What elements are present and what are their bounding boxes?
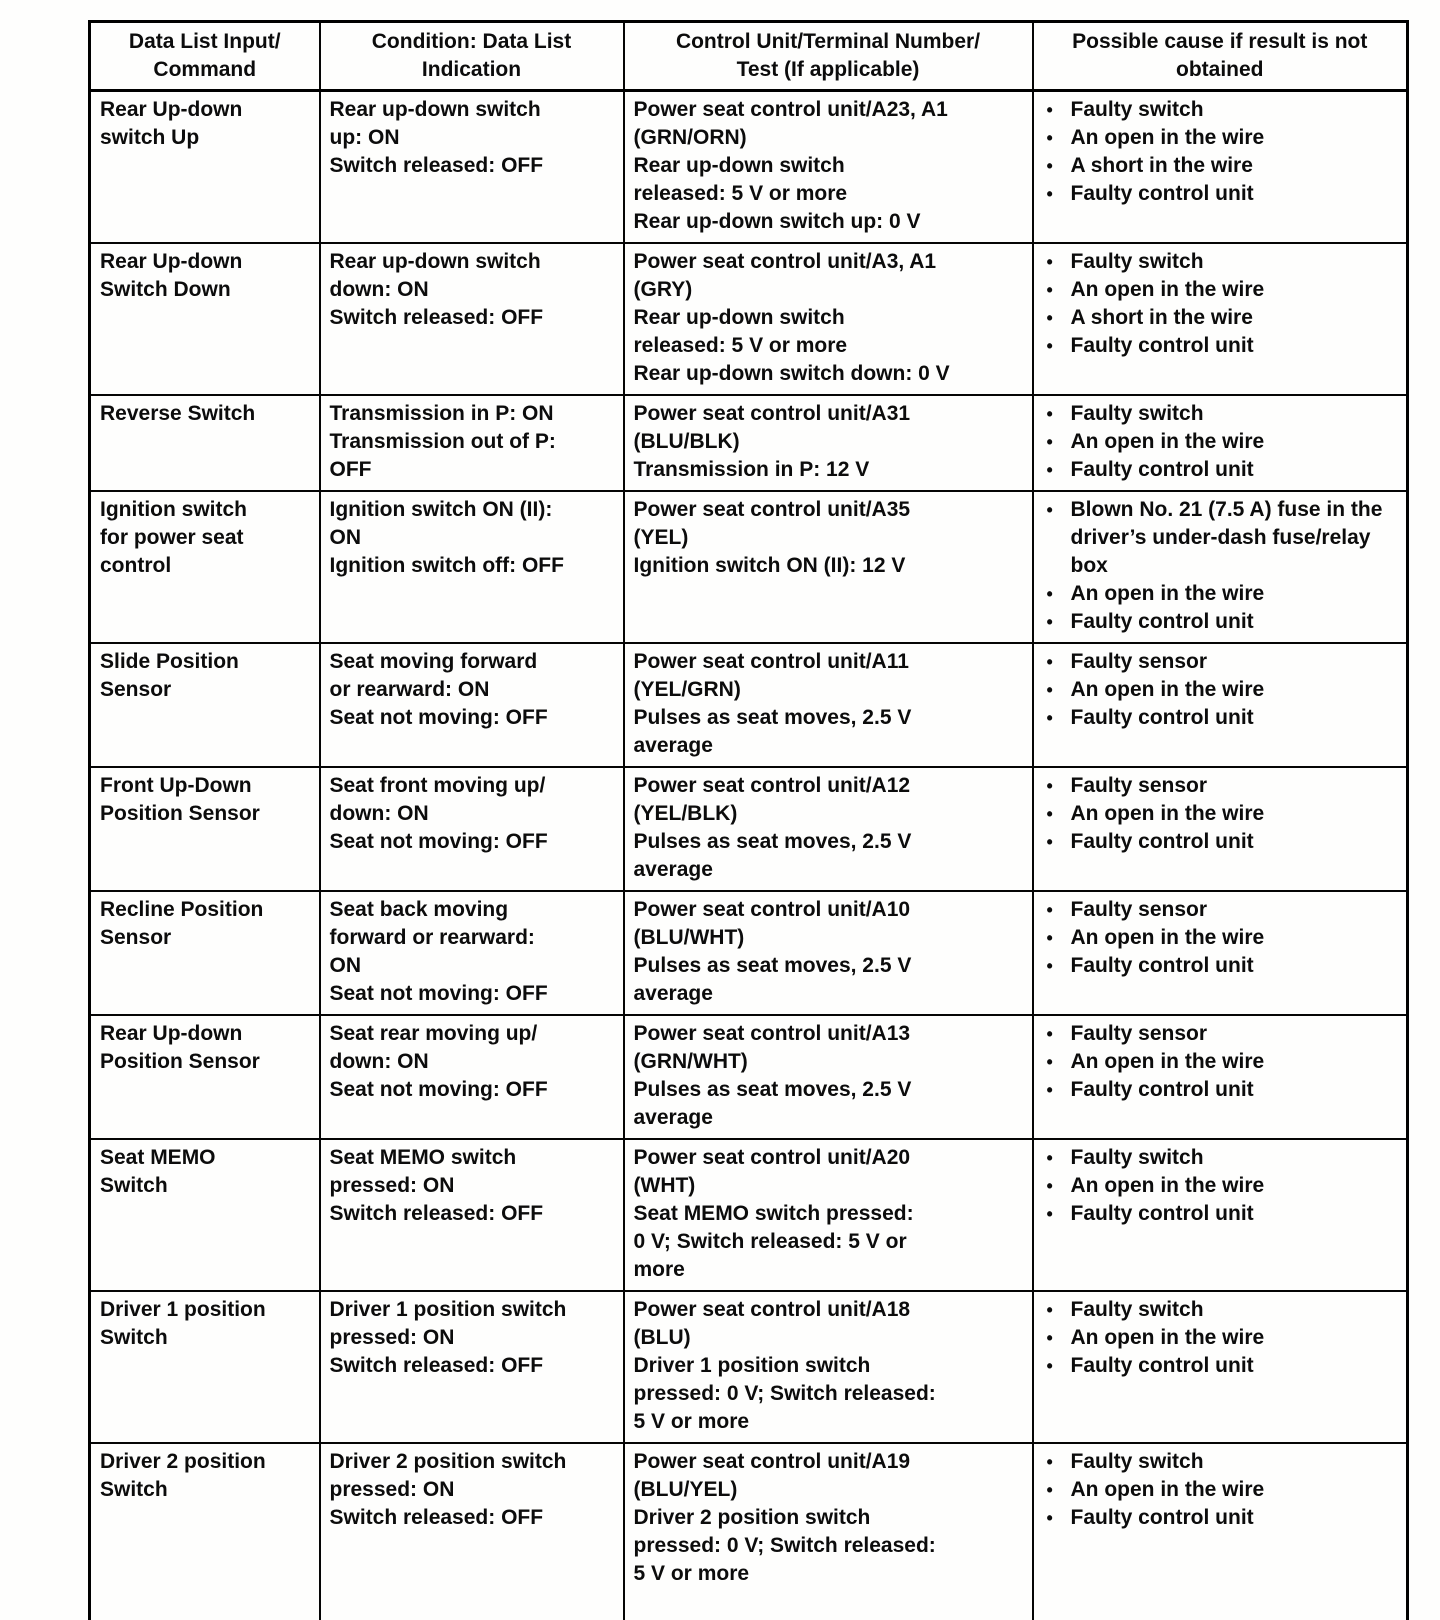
bullet-icon: • — [1046, 1080, 1053, 1100]
cell-line: Power seat control unit/A13 — [633, 1022, 911, 1045]
condition-cell — [320, 491, 624, 643]
cause-text: Faulty switch — [1070, 402, 1204, 425]
cause-item — [1043, 96, 1389, 124]
test-cell — [624, 1015, 1033, 1139]
cell-line: Pulses as seat moves, 2.5 V — [633, 1078, 912, 1101]
cause-item — [1043, 676, 1389, 704]
cell-line: Seat MEMO switch — [329, 1146, 517, 1169]
cause-text: Faulty switch — [1070, 1146, 1204, 1169]
command-cell — [90, 1443, 320, 1620]
cell-line: for power seat — [100, 526, 244, 549]
cell-line: Position Sensor — [100, 802, 260, 825]
condition-cell — [320, 1015, 624, 1139]
table-row — [90, 1015, 1408, 1139]
cell-line: ON — [329, 526, 361, 549]
cause-item — [1043, 124, 1389, 152]
bullet-icon: • — [1046, 100, 1053, 120]
causes-cell — [1033, 1291, 1408, 1443]
cell-line: pressed: ON — [329, 1174, 455, 1197]
causes-cell — [1033, 395, 1408, 491]
cause-item — [1043, 496, 1389, 580]
bullet-icon: • — [1046, 776, 1053, 796]
cell-line: Position Sensor — [100, 1050, 260, 1073]
cell-line: Transmission out of P: — [329, 430, 556, 453]
cause-text: Faulty control unit — [1070, 458, 1254, 481]
bullet-icon: • — [1046, 336, 1053, 356]
cell-line: Seat not moving: OFF — [329, 830, 548, 853]
causes-cell — [1033, 1443, 1408, 1620]
cell-line: pressed: ON — [329, 1478, 455, 1501]
cause-text: Faulty switch — [1070, 98, 1204, 121]
header-line: Test (If applicable) — [736, 58, 920, 81]
cause-text: Faulty control unit — [1070, 706, 1254, 729]
bullet-icon: • — [1046, 1300, 1053, 1320]
cell-line: Driver 1 position — [100, 1298, 266, 1321]
cell-line: released: 5 V or more — [633, 334, 848, 357]
test-cell — [624, 91, 1033, 244]
cell-line: Rear up-down switch down: 0 V — [633, 362, 950, 385]
cell-line: down: ON — [329, 278, 429, 301]
cell-line: Driver 2 position switch — [329, 1450, 567, 1473]
table-row — [90, 767, 1408, 891]
cell-line: Sensor — [100, 926, 172, 949]
cell-line: pressed: 0 V; Switch released: — [633, 1382, 936, 1405]
cell-line: Switch — [100, 1174, 168, 1197]
cause-item — [1043, 952, 1389, 980]
cause-item — [1043, 1352, 1389, 1380]
cause-text: A short in the wire — [1070, 154, 1253, 177]
condition-cell — [320, 1139, 624, 1291]
cause-text: An open in the wire — [1070, 926, 1265, 949]
header-line: Indication — [421, 58, 522, 81]
cell-line: or rearward: ON — [329, 678, 490, 701]
cell-line: Power seat control unit/A18 — [633, 1298, 911, 1321]
column-header-command — [90, 22, 320, 91]
bullet-icon: • — [1046, 1480, 1053, 1500]
cause-item — [1043, 428, 1389, 456]
cell-line: Switch released: OFF — [329, 1354, 544, 1377]
bullet-icon: • — [1046, 1024, 1053, 1044]
test-cell — [624, 1291, 1033, 1443]
table-row — [90, 243, 1408, 395]
cell-line: Rear Up-down — [100, 1022, 243, 1045]
cause-text: A short in the wire — [1070, 306, 1253, 329]
cell-line: Switch Down — [100, 278, 231, 301]
cause-item — [1043, 248, 1389, 276]
cell-line: Seat moving forward — [329, 650, 538, 673]
bullet-icon: • — [1046, 1176, 1053, 1196]
test-cell — [624, 891, 1033, 1015]
cell-line: Seat front moving up/ — [329, 774, 546, 797]
cause-item — [1043, 1144, 1389, 1172]
header-line: Data List Input/ — [128, 30, 281, 53]
table-row — [90, 491, 1408, 643]
bullet-icon: • — [1046, 1508, 1053, 1528]
cause-text: Faulty control unit — [1070, 1078, 1254, 1101]
table-body — [90, 91, 1408, 1620]
cause-text: Faulty control unit — [1070, 830, 1254, 853]
cause-item — [1043, 1324, 1389, 1352]
cell-line: Power seat control unit/A23, A1 — [633, 98, 948, 121]
cell-line: Pulses as seat moves, 2.5 V — [633, 954, 912, 977]
cause-item — [1043, 400, 1389, 428]
cell-line: Switch released: OFF — [329, 306, 544, 329]
bullet-icon: • — [1046, 128, 1053, 148]
cell-line: Seat back moving — [329, 898, 509, 921]
cell-line: Power seat control unit/A20 — [633, 1146, 911, 1169]
cause-item — [1043, 800, 1389, 828]
cause-text: Faulty control unit — [1070, 182, 1254, 205]
cause-text: Faulty control unit — [1070, 954, 1254, 977]
condition-cell — [320, 1291, 624, 1443]
cause-item — [1043, 924, 1389, 952]
cell-line: (BLU) — [633, 1326, 691, 1349]
cause-text: An open in the wire — [1070, 1326, 1265, 1349]
table-row — [90, 395, 1408, 491]
cell-line: ON — [329, 954, 361, 977]
bullet-icon: • — [1046, 900, 1053, 920]
causes-cell — [1033, 767, 1408, 891]
cell-line: Pulses as seat moves, 2.5 V — [633, 830, 912, 853]
cell-line: Seat not moving: OFF — [329, 1078, 548, 1101]
cause-text: Faulty sensor — [1070, 898, 1208, 921]
bullet-icon: • — [1046, 832, 1053, 852]
cause-text: Faulty sensor — [1070, 774, 1208, 797]
cell-line: Front Up-Down — [100, 774, 252, 797]
cause-text: Faulty sensor — [1070, 1022, 1208, 1045]
bullet-icon: • — [1046, 404, 1053, 424]
cell-line: Ignition switch — [100, 498, 247, 521]
cause-item — [1043, 332, 1389, 360]
cell-line: Rear Up-down — [100, 98, 243, 121]
cell-line: Power seat control unit/A11 — [633, 650, 909, 673]
causes-cell — [1033, 1139, 1408, 1291]
cause-item — [1043, 648, 1389, 676]
cell-line: 5 V or more — [633, 1562, 750, 1585]
cell-line: switch Up — [100, 126, 200, 149]
command-cell — [90, 491, 320, 643]
cause-item — [1043, 1076, 1389, 1104]
cell-line: (GRN/ORN) — [633, 126, 747, 149]
bullet-icon: • — [1046, 500, 1053, 520]
cell-line: 0 V; Switch released: 5 V or — [633, 1230, 907, 1253]
cell-line: Pulses as seat moves, 2.5 V — [633, 706, 912, 729]
cause-item — [1043, 276, 1389, 304]
test-cell — [624, 1443, 1033, 1620]
causes-cell — [1033, 643, 1408, 767]
test-cell — [624, 643, 1033, 767]
bullet-icon: • — [1046, 928, 1053, 948]
test-cell — [624, 767, 1033, 891]
condition-cell — [320, 243, 624, 395]
cell-line: Driver 2 position — [100, 1450, 266, 1473]
cause-text: Faulty switch — [1070, 1450, 1204, 1473]
column-header-test — [624, 22, 1033, 91]
bullet-icon: • — [1046, 1204, 1053, 1224]
cell-line: pressed: 0 V; Switch released: — [633, 1534, 936, 1557]
cause-text: An open in the wire — [1070, 430, 1265, 453]
condition-cell — [320, 891, 624, 1015]
cause-text: An open in the wire — [1070, 1050, 1265, 1073]
bullet-icon: • — [1046, 1452, 1053, 1472]
cell-line: Power seat control unit/A10 — [633, 898, 911, 921]
cell-line: Seat rear moving up/ — [329, 1022, 538, 1045]
condition-cell — [320, 91, 624, 244]
cause-text: Faulty sensor — [1070, 650, 1208, 673]
cause-text: Faulty control unit — [1070, 1354, 1254, 1377]
cell-line: Recline Position — [100, 898, 264, 921]
cell-line: Power seat control unit/A35 — [633, 498, 911, 521]
cause-item — [1043, 580, 1389, 608]
cell-line: released: 5 V or more — [633, 182, 848, 205]
cell-line: Transmission in P: ON — [329, 402, 554, 425]
table-row — [90, 1443, 1408, 1620]
cell-line: Seat not moving: OFF — [329, 706, 548, 729]
test-cell — [624, 395, 1033, 491]
cell-line: (WHT) — [633, 1174, 696, 1197]
cause-item — [1043, 1504, 1389, 1532]
header-line: Condition: Data List — [371, 30, 572, 53]
cell-line: Ignition switch ON (II): 12 V — [633, 554, 906, 577]
cell-line: (YEL) — [633, 526, 689, 549]
cell-line: down: ON — [329, 802, 429, 825]
bullet-icon: • — [1046, 1356, 1053, 1376]
cell-line: Ignition switch ON (II): — [329, 498, 553, 521]
condition-cell — [320, 767, 624, 891]
cell-line: Power seat control unit/A19 — [633, 1450, 911, 1473]
cell-line: Ignition switch off: OFF — [329, 554, 564, 577]
cause-text: An open in the wire — [1070, 678, 1265, 701]
test-cell — [624, 1139, 1033, 1291]
cell-line: Switch released: OFF — [329, 1506, 544, 1529]
cell-line: OFF — [329, 458, 372, 481]
cause-text: An open in the wire — [1070, 126, 1265, 149]
cause-text: Faulty control unit — [1070, 1506, 1254, 1529]
condition-cell — [320, 643, 624, 767]
cell-line: Reverse Switch — [100, 402, 256, 425]
causes-cell — [1033, 91, 1408, 244]
header-line: Control Unit/Terminal Number/ — [675, 30, 981, 53]
table-row — [90, 1139, 1408, 1291]
causes-cell — [1033, 891, 1408, 1015]
command-cell — [90, 1015, 320, 1139]
cell-line: up: ON — [329, 126, 400, 149]
bullet-icon: • — [1046, 1148, 1053, 1168]
cell-line: Sensor — [100, 678, 172, 701]
header-line: Possible cause if result is not — [1072, 30, 1368, 53]
cell-line: Seat not moving: OFF — [329, 982, 548, 1005]
bullet-icon: • — [1046, 652, 1053, 672]
cause-text: Faulty control unit — [1070, 334, 1254, 357]
cause-item — [1043, 704, 1389, 732]
cell-line: Slide Position — [100, 650, 239, 673]
cause-item — [1043, 772, 1389, 800]
cell-line: average — [633, 734, 713, 757]
cause-text: An open in the wire — [1070, 582, 1265, 605]
cell-line: Driver 2 position switch — [633, 1506, 871, 1529]
cell-line: Rear up-down switch — [633, 154, 845, 177]
cell-line: (GRY) — [633, 278, 693, 301]
causes-cell — [1033, 243, 1408, 395]
cell-line: Driver 1 position switch — [633, 1354, 871, 1377]
cause-item — [1043, 1172, 1389, 1200]
header-line: obtained — [1176, 58, 1264, 81]
causes-cell — [1033, 1015, 1408, 1139]
cell-line: Rear up-down switch — [329, 250, 541, 273]
cell-line: Power seat control unit/A31 — [633, 402, 911, 425]
cause-text: An open in the wire — [1070, 802, 1265, 825]
cell-line: down: ON — [329, 1050, 429, 1073]
bullet-icon: • — [1046, 460, 1053, 480]
column-header-condition — [320, 22, 624, 91]
cell-line: Power seat control unit/A12 — [633, 774, 911, 797]
cause-text: Faulty switch — [1070, 250, 1204, 273]
cell-line: (YEL/GRN) — [633, 678, 741, 701]
cell-line: Rear up-down switch up: 0 V — [633, 210, 921, 233]
command-cell — [90, 767, 320, 891]
bullet-icon: • — [1046, 956, 1053, 976]
cell-line: Seat MEMO — [100, 1146, 216, 1169]
table-row — [90, 1291, 1408, 1443]
cell-line: average — [633, 982, 713, 1005]
cause-item — [1043, 1476, 1389, 1504]
bullet-icon: • — [1046, 280, 1053, 300]
cause-item — [1043, 1020, 1389, 1048]
cell-line: (GRN/WHT) — [633, 1050, 748, 1073]
cell-line: Rear up-down switch — [633, 306, 845, 329]
cell-line: Transmission in P: 12 V — [633, 458, 870, 481]
table-row — [90, 891, 1408, 1015]
cause-item — [1043, 1296, 1389, 1324]
command-cell — [90, 891, 320, 1015]
cell-line: Rear Up-down — [100, 250, 243, 273]
table-row — [90, 91, 1408, 244]
bullet-icon: • — [1046, 184, 1053, 204]
bullet-icon: • — [1046, 308, 1053, 328]
cause-text: An open in the wire — [1070, 278, 1265, 301]
condition-cell — [320, 1443, 624, 1620]
bullet-icon: • — [1046, 708, 1053, 728]
cause-text: Faulty control unit — [1070, 610, 1254, 633]
bullet-icon: • — [1046, 680, 1053, 700]
test-cell — [624, 491, 1033, 643]
cell-line: (BLU/BLK) — [633, 430, 740, 453]
cause-item — [1043, 304, 1389, 332]
cell-line: Power seat control unit/A3, A1 — [633, 250, 937, 273]
bullet-icon: • — [1046, 1052, 1053, 1072]
cell-line: Switch — [100, 1478, 168, 1501]
cell-line: control — [100, 554, 172, 577]
command-cell — [90, 643, 320, 767]
cause-text: Faulty switch — [1070, 1298, 1204, 1321]
cell-line: Switch released: OFF — [329, 1202, 544, 1225]
bullet-icon: • — [1046, 156, 1053, 176]
bullet-icon: • — [1046, 584, 1053, 604]
cell-line: (BLU/YEL) — [633, 1478, 738, 1501]
command-cell — [90, 91, 320, 244]
cause-item — [1043, 1200, 1389, 1228]
cell-line: (BLU/WHT) — [633, 926, 745, 949]
table-header — [90, 22, 1408, 91]
column-header-cause — [1033, 22, 1408, 91]
cause-text: An open in the wire — [1070, 1478, 1265, 1501]
cause-item — [1043, 180, 1389, 208]
causes-cell — [1033, 491, 1408, 643]
bullet-icon: • — [1046, 432, 1053, 452]
header-line: Command — [153, 58, 257, 81]
cause-text: Blown No. 21 (7.5 A) fuse in the driver’s under-dash fuse/relay box — [1070, 498, 1383, 577]
cause-item — [1043, 456, 1389, 484]
condition-cell — [320, 395, 624, 491]
test-cell — [624, 243, 1033, 395]
cause-item — [1043, 896, 1389, 924]
cell-line: 5 V or more — [633, 1410, 750, 1433]
command-cell — [90, 395, 320, 491]
cell-line: Switch — [100, 1326, 168, 1349]
cause-item — [1043, 1448, 1389, 1476]
bullet-icon: • — [1046, 252, 1053, 272]
command-cell — [90, 243, 320, 395]
command-cell — [90, 1291, 320, 1443]
cell-line: pressed: ON — [329, 1326, 455, 1349]
cause-item — [1043, 828, 1389, 856]
cause-text: Faulty control unit — [1070, 1202, 1254, 1225]
table-row — [90, 643, 1408, 767]
bullet-icon: • — [1046, 1328, 1053, 1348]
cell-line: average — [633, 858, 713, 881]
cell-line: Switch released: OFF — [329, 154, 544, 177]
cause-item — [1043, 152, 1389, 180]
cell-line: Seat MEMO switch pressed: — [633, 1202, 914, 1225]
bullet-icon: • — [1046, 612, 1053, 632]
bullet-icon: • — [1046, 804, 1053, 824]
data-list-diagnostic-table — [88, 20, 1409, 1620]
cell-line: forward or rearward: — [329, 926, 535, 949]
cause-item — [1043, 1048, 1389, 1076]
cell-line: average — [633, 1106, 713, 1129]
cause-item — [1043, 608, 1389, 636]
header-row — [90, 22, 1408, 91]
cell-line: (YEL/BLK) — [633, 802, 738, 825]
command-cell — [90, 1139, 320, 1291]
cell-line: Rear up-down switch — [329, 98, 541, 121]
cause-text: An open in the wire — [1070, 1174, 1265, 1197]
cell-line: Driver 1 position switch — [329, 1298, 567, 1321]
cell-line: more — [633, 1258, 685, 1281]
